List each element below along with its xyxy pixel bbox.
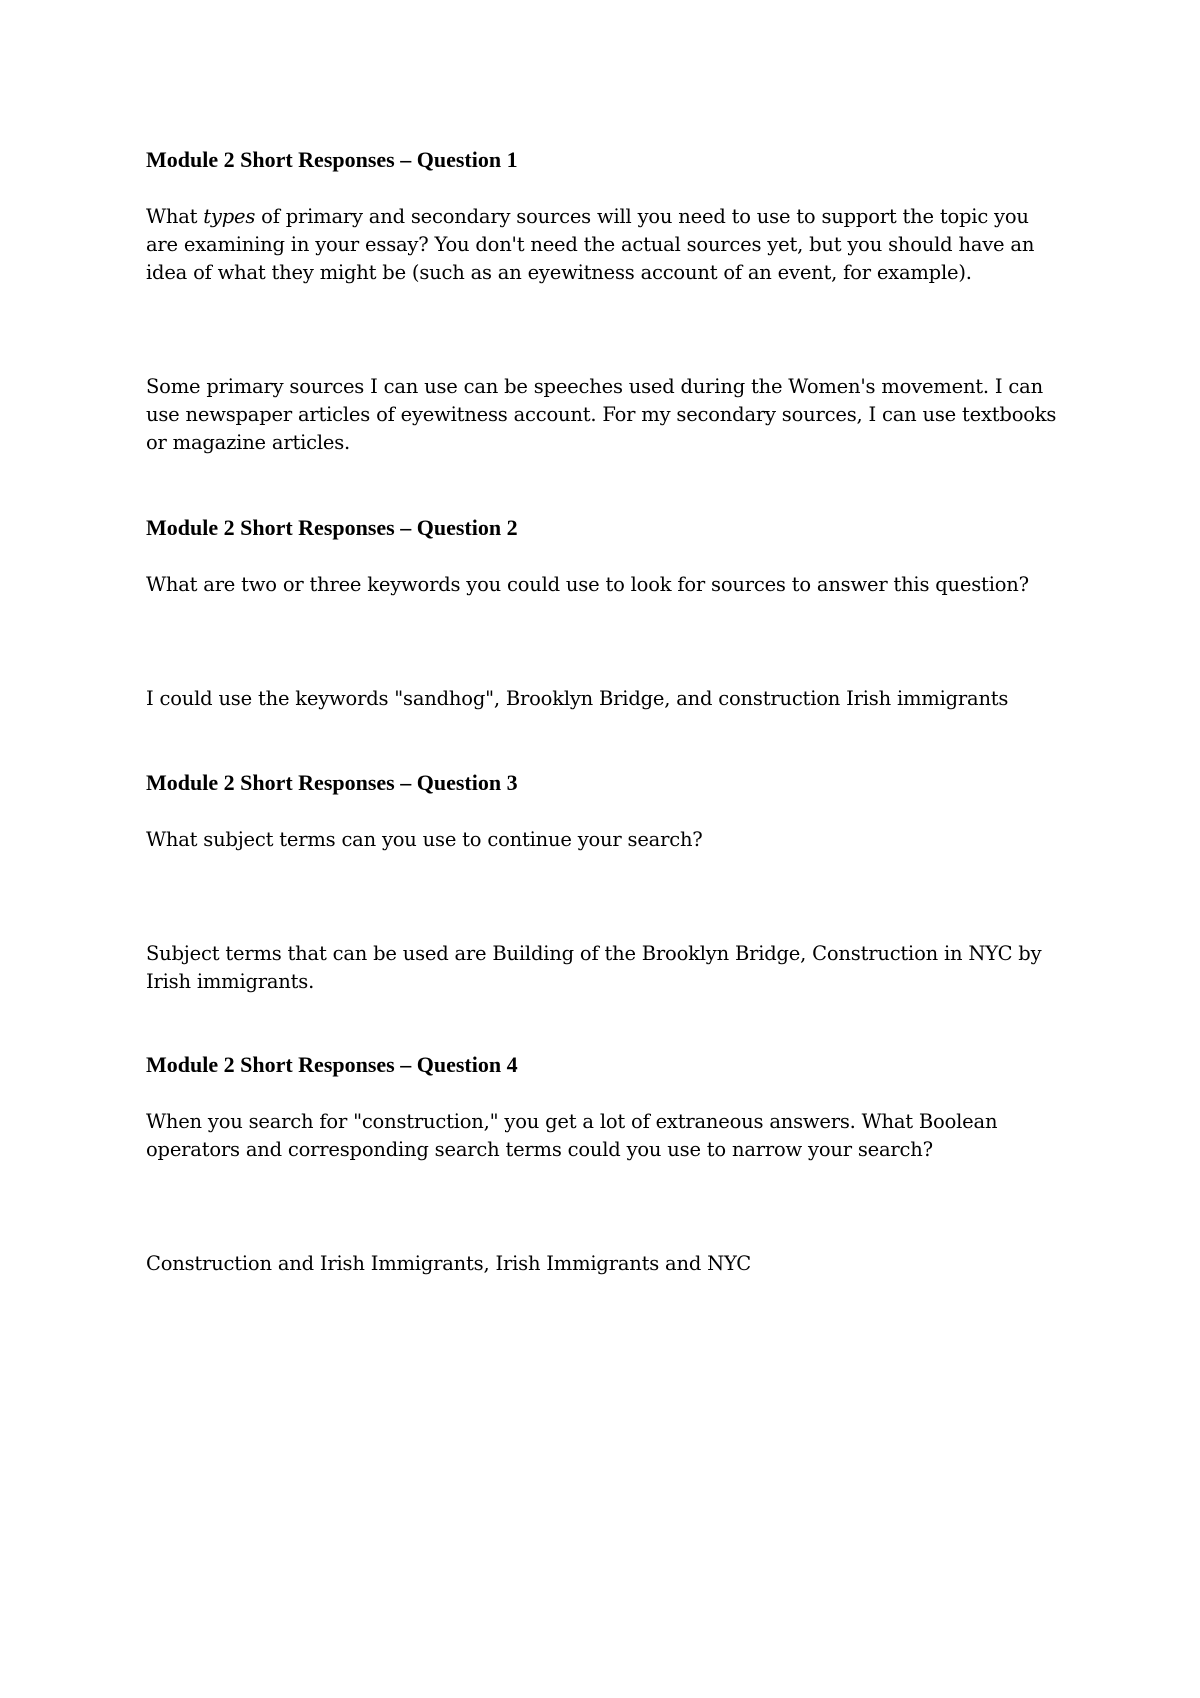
question-2-section [146, 514, 1066, 713]
question-4-prompt: When you search for "construction," you get a lot of extraneous answers. What Boolean operators and corresponding search terms could you use to narrow your search? [146, 1110, 998, 1161]
question-1-prompt [146, 203, 1046, 287]
question-2-answer: I could use the keywords "sandhog", Brooklyn Bridge, and construction Irish immigrants [146, 687, 1009, 710]
question-2-prompt: What are two or three keywords you could use to look for sources to answer this question? [146, 573, 1029, 596]
question-3-section [146, 769, 1066, 996]
question-1-prompt-emphasis: types [203, 205, 256, 228]
question-1-section [146, 146, 1066, 457]
question-1-answer: Some primary sources I can use can be speeches used during the Women's movement. I can use newspaper articles of eyewitness account. For my secondary sources, I can use textbooks or magazine articles. [146, 375, 1057, 454]
question-2-heading: Module 2 Short Responses – Question 2 [146, 515, 518, 540]
question-3-prompt: What subject terms can you use to continue your search? [146, 828, 703, 851]
question-3-answer: Subject terms that can be used are Building of the Brooklyn Bridge, Construction in NYC by Irish immigrants. [146, 942, 1042, 993]
question-4-section [146, 1051, 1066, 1278]
question-4-heading: Module 2 Short Responses – Question 4 [146, 1052, 518, 1077]
question-1-prompt-start: What [146, 205, 204, 228]
question-1-prompt-rest: of primary and secondary sources will you need to use to support the topic you are examining in your essay? You don't need the actual sources yet, but you should have an idea of what they might be (such as an eyewitness account of an event, for example). [146, 205, 1035, 284]
question-1-heading: Module 2 Short Responses – Question 1 [146, 147, 518, 172]
question-3-heading: Module 2 Short Responses – Question 3 [146, 770, 518, 795]
question-4-answer: Construction and Irish Immigrants, Irish Immigrants and NYC [146, 1252, 752, 1275]
